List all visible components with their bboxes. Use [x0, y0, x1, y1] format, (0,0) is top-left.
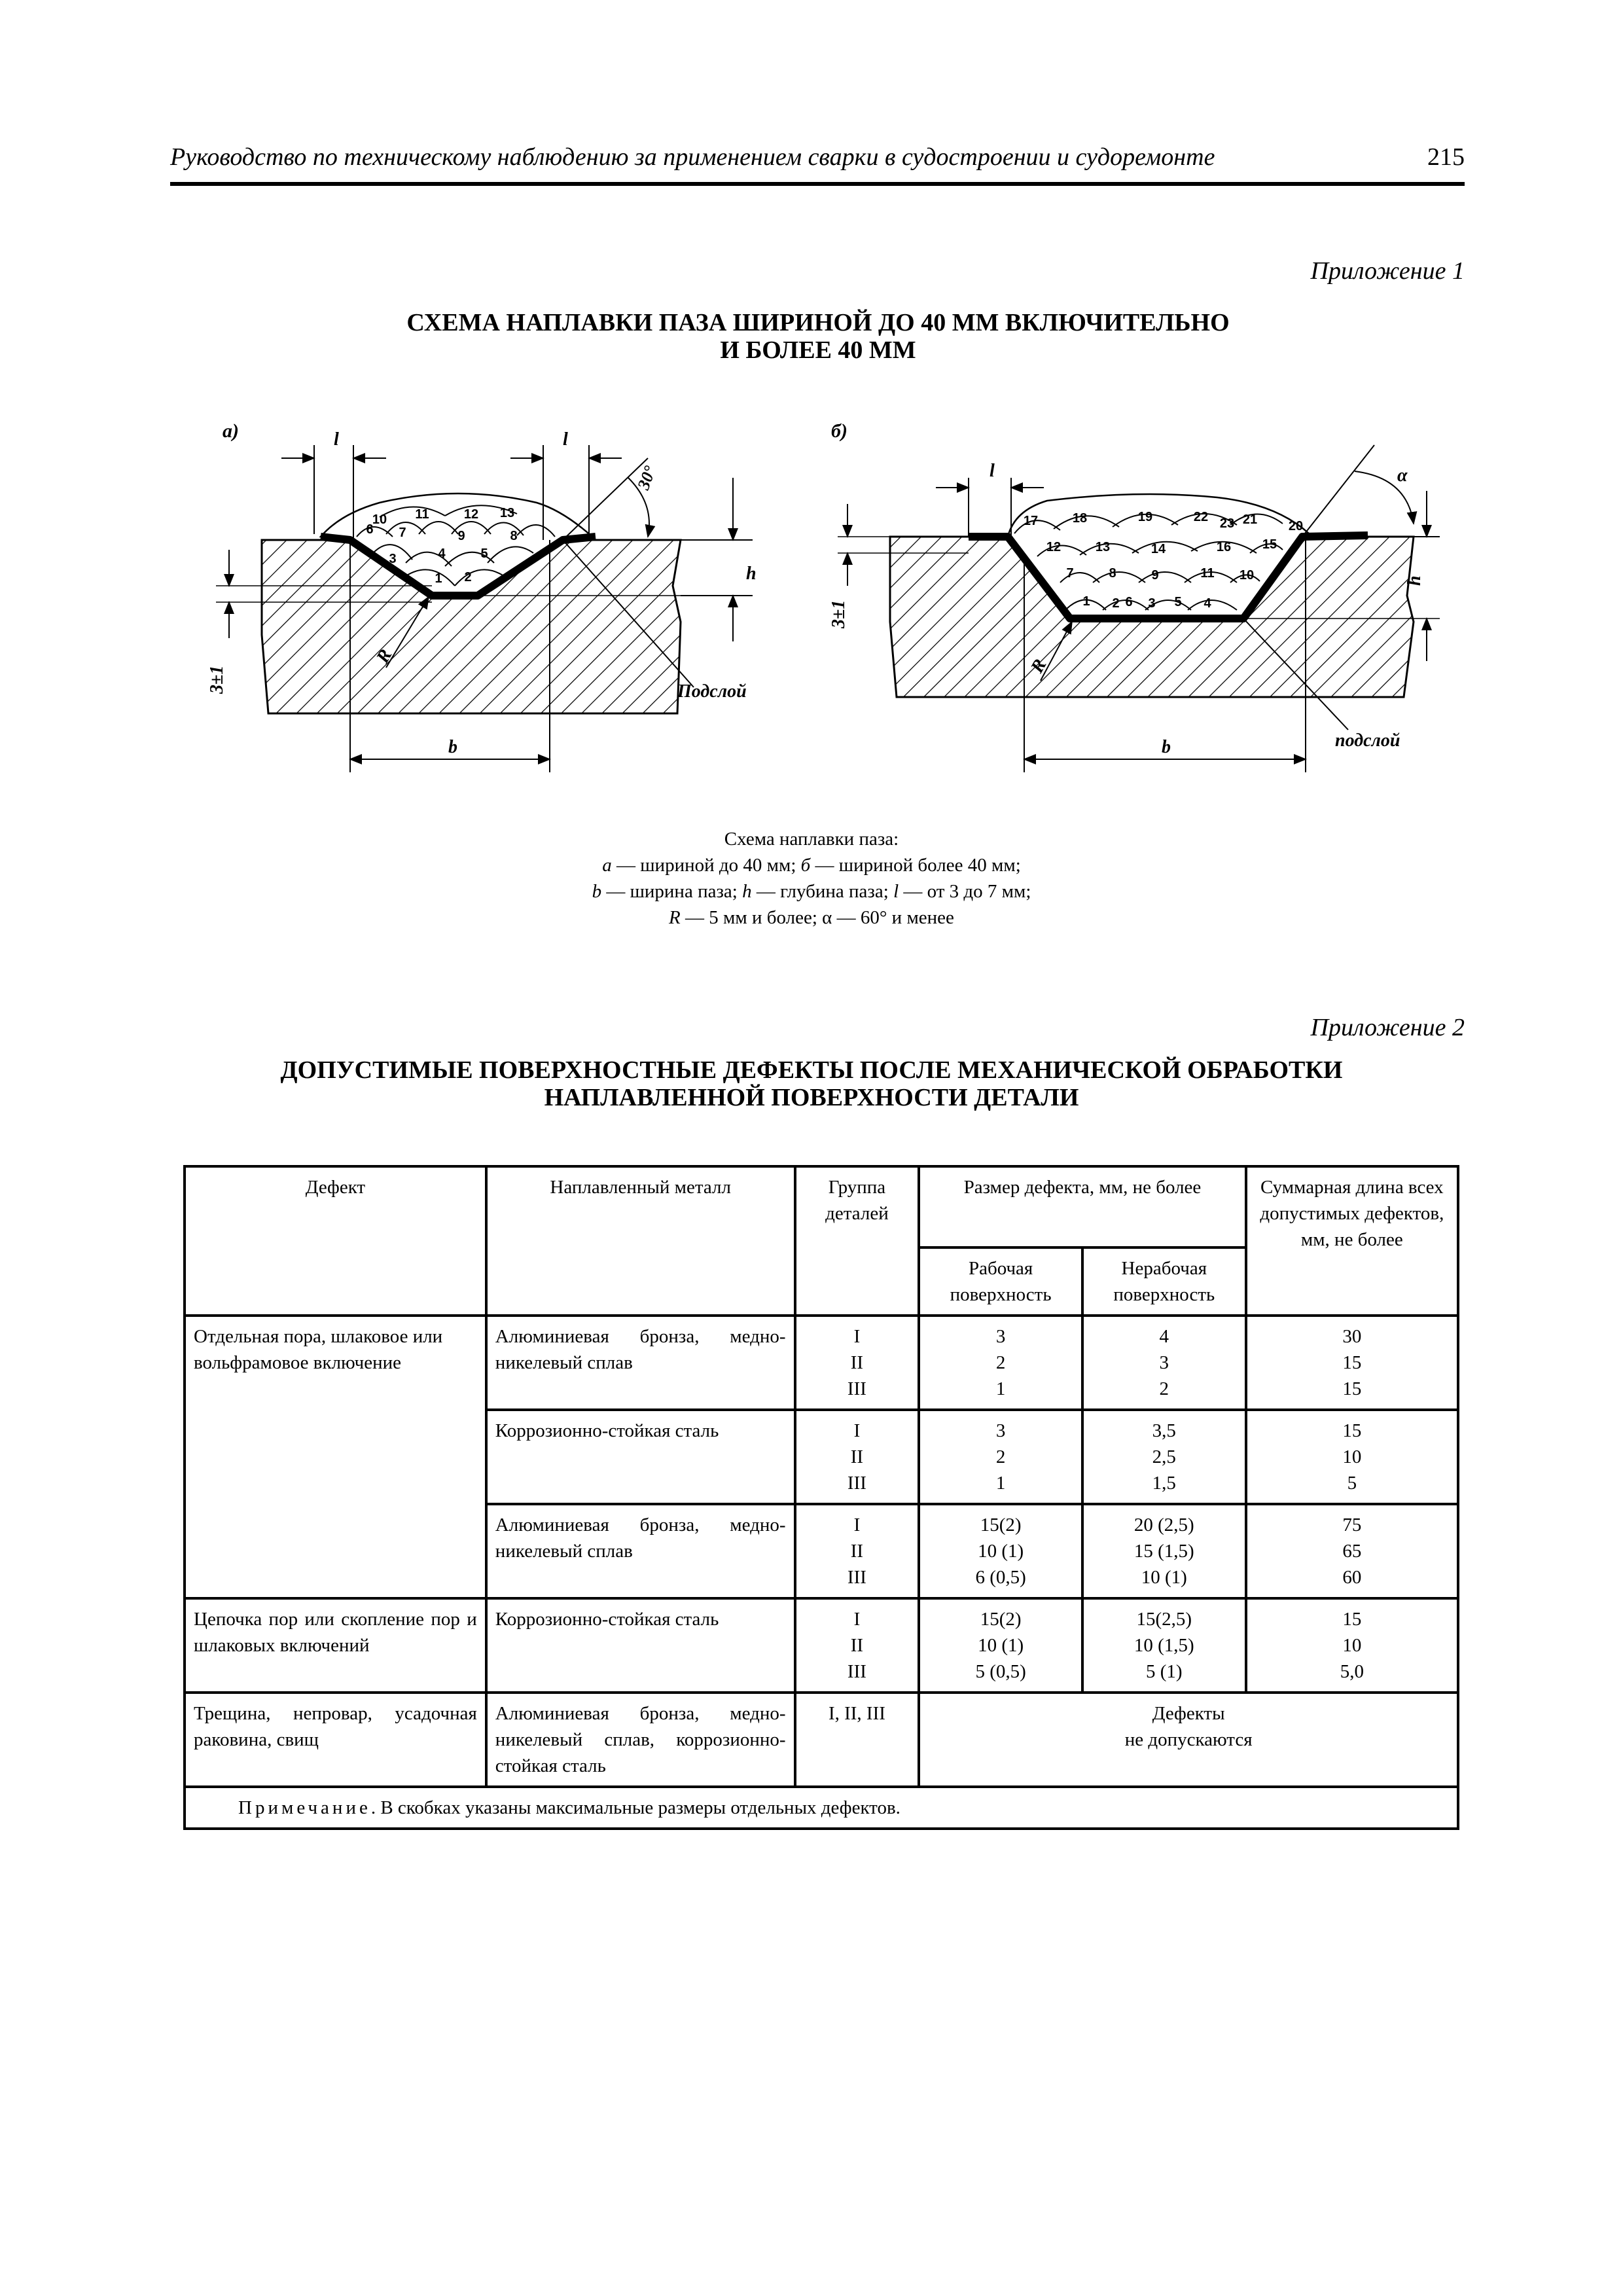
caption-line2: а — шириной до 40 мм; б — шириной более 40 мм;	[602, 855, 1021, 876]
caption-line1: Схема наплавки паза:	[724, 829, 899, 850]
figure-caption	[393, 826, 1230, 931]
r-label-b: R	[1027, 655, 1051, 677]
appendix1-title-line1: СХЕМА НАПЛАВКИ ПАЗА ШИРИНОЙ ДО 40 ММ ВКЛЮЧИТЕЛЬНО	[406, 309, 1230, 336]
svg-text:8: 8	[510, 529, 518, 543]
cell-metal: Алюминиевая бронза, медно-никелевый сплав, коррозионно-стойкая сталь	[486, 1693, 795, 1787]
h-label-b: h	[1404, 575, 1425, 586]
svg-text:9: 9	[457, 529, 465, 543]
cell-defect: Трещина, непровар, усадочная раковина, свищ	[185, 1693, 486, 1787]
cell-metal: Алюминиевая бронза, медно-никелевый сплав	[486, 1316, 795, 1410]
svg-text:16: 16	[1216, 540, 1232, 554]
table-row	[185, 1693, 1458, 1787]
appendix1-title	[236, 309, 1400, 364]
svg-text:1: 1	[1082, 594, 1090, 609]
panel-b-label: б)	[831, 420, 847, 442]
table-header-row	[185, 1166, 1458, 1247]
svg-text:9: 9	[1151, 568, 1159, 583]
caption-line4: R — 5 мм и более; α — 60° и менее	[669, 907, 954, 928]
appendix2-title	[196, 1056, 1427, 1111]
cell-not-allowed: Дефекты не допускаются	[919, 1693, 1458, 1787]
svg-text:14: 14	[1150, 542, 1166, 556]
cell-working: 15(2) 10 (1) 5 (0,5)	[919, 1598, 1082, 1693]
svg-text:7: 7	[1066, 566, 1074, 581]
svg-text:10: 10	[1239, 568, 1255, 583]
cell-defect: Отдельная пора, шлаковое или вольфрамовое включение	[185, 1316, 486, 1598]
appendix2-title-line2: НАПЛАВЛЕННОЙ ПОВЕРХНОСТИ ДЕТАЛИ	[544, 1084, 1079, 1111]
header-nonworking: Нерабочая поверхность	[1082, 1247, 1246, 1316]
header-total: Суммарная длина всех допустимых дефектов, мм, не более	[1246, 1166, 1458, 1316]
defects-table	[183, 1165, 1459, 1830]
cell-metal: Коррозионно-стойкая сталь	[486, 1410, 795, 1504]
groove-cladding-figure	[196, 406, 1440, 785]
svg-text:13: 13	[499, 506, 515, 520]
table-note-row	[185, 1787, 1458, 1829]
dim-l-b: l	[990, 461, 995, 481]
note-label: Примечание	[238, 1797, 371, 1818]
appendix1-label: Приложение 1	[1310, 257, 1465, 285]
dim-l-right-a: l	[563, 429, 568, 450]
cell-total: 75 65 60	[1246, 1504, 1458, 1598]
svg-text:15: 15	[1262, 537, 1277, 552]
svg-text:17: 17	[1023, 514, 1039, 528]
svg-text:1: 1	[435, 571, 442, 586]
r-label-a: R	[372, 645, 397, 667]
cell-working: 15(2) 10 (1) 6 (0,5)	[919, 1504, 1082, 1598]
cell-groups: I II III	[795, 1504, 919, 1598]
note-text: . В скобках указаны максимальные размеры отдельных дефектов.	[370, 1797, 901, 1818]
cell-total: 30 15 15	[1246, 1316, 1458, 1410]
running-header	[170, 140, 1465, 186]
cell-working: 3 2 1	[919, 1410, 1082, 1504]
cell-defect: Цепочка пор или скопление пор и шлаковых включений	[185, 1598, 486, 1693]
svg-text:10: 10	[372, 512, 387, 527]
table-row	[185, 1598, 1458, 1693]
table-note	[185, 1787, 1458, 1829]
svg-text:19: 19	[1137, 510, 1153, 524]
svg-text:11: 11	[415, 507, 429, 522]
dim-l-left-a: l	[334, 429, 339, 450]
cell-nonworking: 4 3 2	[1082, 1316, 1246, 1410]
svg-text:4: 4	[438, 547, 446, 561]
panel-a	[207, 420, 757, 772]
appendix2-title-line1: ДОПУСТИМЫЕ ПОВЕРХНОСТНЫЕ ДЕФЕКТЫ ПОСЛЕ МЕХАНИЧЕСКОЙ ОБРАБОТКИ	[280, 1056, 1343, 1084]
sublayer-label-b: подслой	[1335, 730, 1400, 751]
svg-text:12: 12	[463, 507, 479, 522]
svg-text:11: 11	[1200, 566, 1215, 581]
b-label-b: b	[1162, 737, 1171, 757]
cell-groups: I II III	[795, 1410, 919, 1504]
appendix2-label: Приложение 2	[1310, 1014, 1465, 1041]
cell-working: 3 2 1	[919, 1316, 1082, 1410]
svg-text:4: 4	[1204, 596, 1211, 611]
tol-label-a: 3±1	[207, 665, 227, 694]
cell-total: 15 10 5	[1246, 1410, 1458, 1504]
svg-text:3: 3	[389, 552, 397, 566]
panel-b	[829, 420, 1440, 772]
svg-text:7: 7	[399, 526, 406, 540]
header-group: Группа деталей	[795, 1166, 919, 1316]
sublayer-label-a: Подслой	[677, 681, 747, 702]
page-number: 215	[1427, 143, 1465, 171]
cell-nonworking: 20 (2,5) 15 (1,5) 10 (1)	[1082, 1504, 1246, 1598]
svg-text:13: 13	[1095, 540, 1111, 554]
svg-text:8: 8	[1109, 566, 1116, 581]
svg-text:21: 21	[1242, 512, 1258, 527]
caption-line3: b — ширина паза; h — глубина паза; l — от 3 до 7 мм;	[592, 881, 1031, 902]
cell-groups: I II III	[795, 1598, 919, 1693]
cell-groups: I, II, III	[795, 1693, 919, 1787]
table-row	[185, 1316, 1458, 1410]
svg-text:12: 12	[1046, 540, 1061, 554]
header-defect: Дефект	[185, 1166, 486, 1316]
cell-nonworking: 3,5 2,5 1,5	[1082, 1410, 1246, 1504]
svg-text:6: 6	[1125, 595, 1133, 609]
svg-text:22: 22	[1193, 510, 1209, 524]
svg-text:5: 5	[1174, 595, 1182, 609]
running-title: Руководство по техническому наблюдению за применением сварки в судостроении и судоремонте	[170, 143, 1215, 171]
svg-text:3: 3	[1148, 596, 1156, 611]
cell-total: 15 10 5,0	[1246, 1598, 1458, 1693]
cell-metal: Коррозионно-стойкая сталь	[486, 1598, 795, 1693]
h-label-a: h	[746, 564, 757, 584]
svg-text:18: 18	[1072, 511, 1088, 526]
svg-text:5: 5	[480, 547, 488, 561]
svg-text:2: 2	[464, 570, 472, 584]
cell-nonworking: 15(2,5) 10 (1,5) 5 (1)	[1082, 1598, 1246, 1693]
svg-text:23: 23	[1219, 516, 1235, 531]
appendix1-title-line2: И БОЛЕЕ 40 ММ	[720, 336, 916, 364]
angle-label-a: 30°	[633, 463, 660, 493]
cell-metal: Алюминиевая бронза, медно-никелевый сплав	[486, 1504, 795, 1598]
tol-label-b: 3±1	[829, 600, 849, 628]
panel-a-label: а)	[223, 420, 239, 442]
header-metal: Наплавленный металл	[486, 1166, 795, 1316]
header-size: Размер дефекта, мм, не более	[919, 1166, 1245, 1247]
cell-groups: I II III	[795, 1316, 919, 1410]
svg-text:20: 20	[1288, 519, 1304, 533]
alpha-label-b: α	[1397, 465, 1408, 486]
header-working: Рабочая поверхность	[919, 1247, 1082, 1316]
b-label-a: b	[448, 737, 457, 757]
svg-text:6: 6	[366, 522, 374, 537]
svg-text:2: 2	[1112, 596, 1120, 611]
